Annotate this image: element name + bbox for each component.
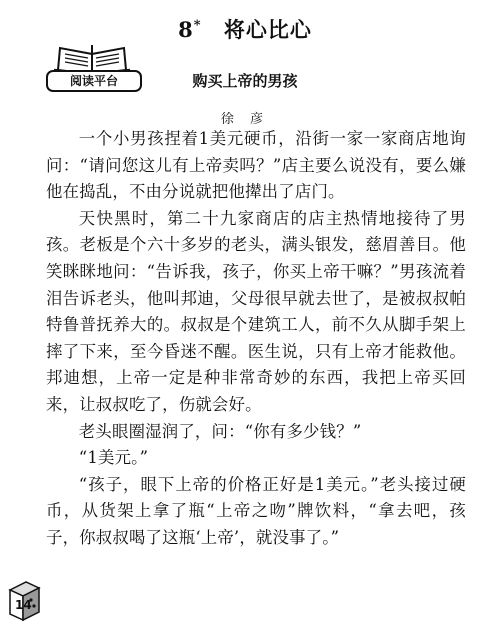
paragraph: “孩子，眼下上帝的价格正好是1美元。”老头接过硬币，从货架上拿了瓶“上帝之吻”牌饮料，“拿去吧，孩子，你叔叔喝了这瓶‘上帝’，就没事了。”	[46, 474, 466, 547]
logo-label: 阅读平台	[46, 70, 142, 92]
author-name: 徐 彦	[220, 112, 270, 127]
lesson-number: 8*	[178, 17, 202, 42]
lesson-heading	[0, 14, 490, 44]
story-body	[46, 126, 466, 552]
paragraph: 一个小男孩捏着1美元硬币，沿街一家一家商店地询问：“请问您这儿有上帝卖吗？”店主要么说没有，要么嫌他在捣乱，不由分说就把他撵出了店门。	[46, 129, 466, 202]
lesson-title: 将心比心	[223, 17, 312, 42]
paragraph: 老头眼圈湿润了，问：“你有多少钱？”	[78, 421, 362, 441]
page-number: 14	[15, 598, 32, 612]
paragraph: 天快黑时，第二十九家商店的店主热情地接待了男孩。老板是个六十多岁的老头，满头银发，慈眉善目。他笑眯眯地问：“告诉我，孩子，你买上帝干嘛？”男孩流着泪告诉老头，他叫邦迪，父母很早就去世了，是被叔叔帕特鲁普抚养大的。叔叔是个建筑工人，前不久从脚手架上摔了下来，至今昏迷不醒。医生说，只有上帝才能救他。邦迪想，上帝一定是种非常奇妙的东西，我把上帝买回来，让叔叔吃了，伤就会好。	[46, 208, 466, 414]
story-title: 购买上帝的男孩	[192, 72, 298, 90]
paragraph: “1美元。”	[78, 448, 149, 468]
page-number-badge	[6, 578, 42, 624]
